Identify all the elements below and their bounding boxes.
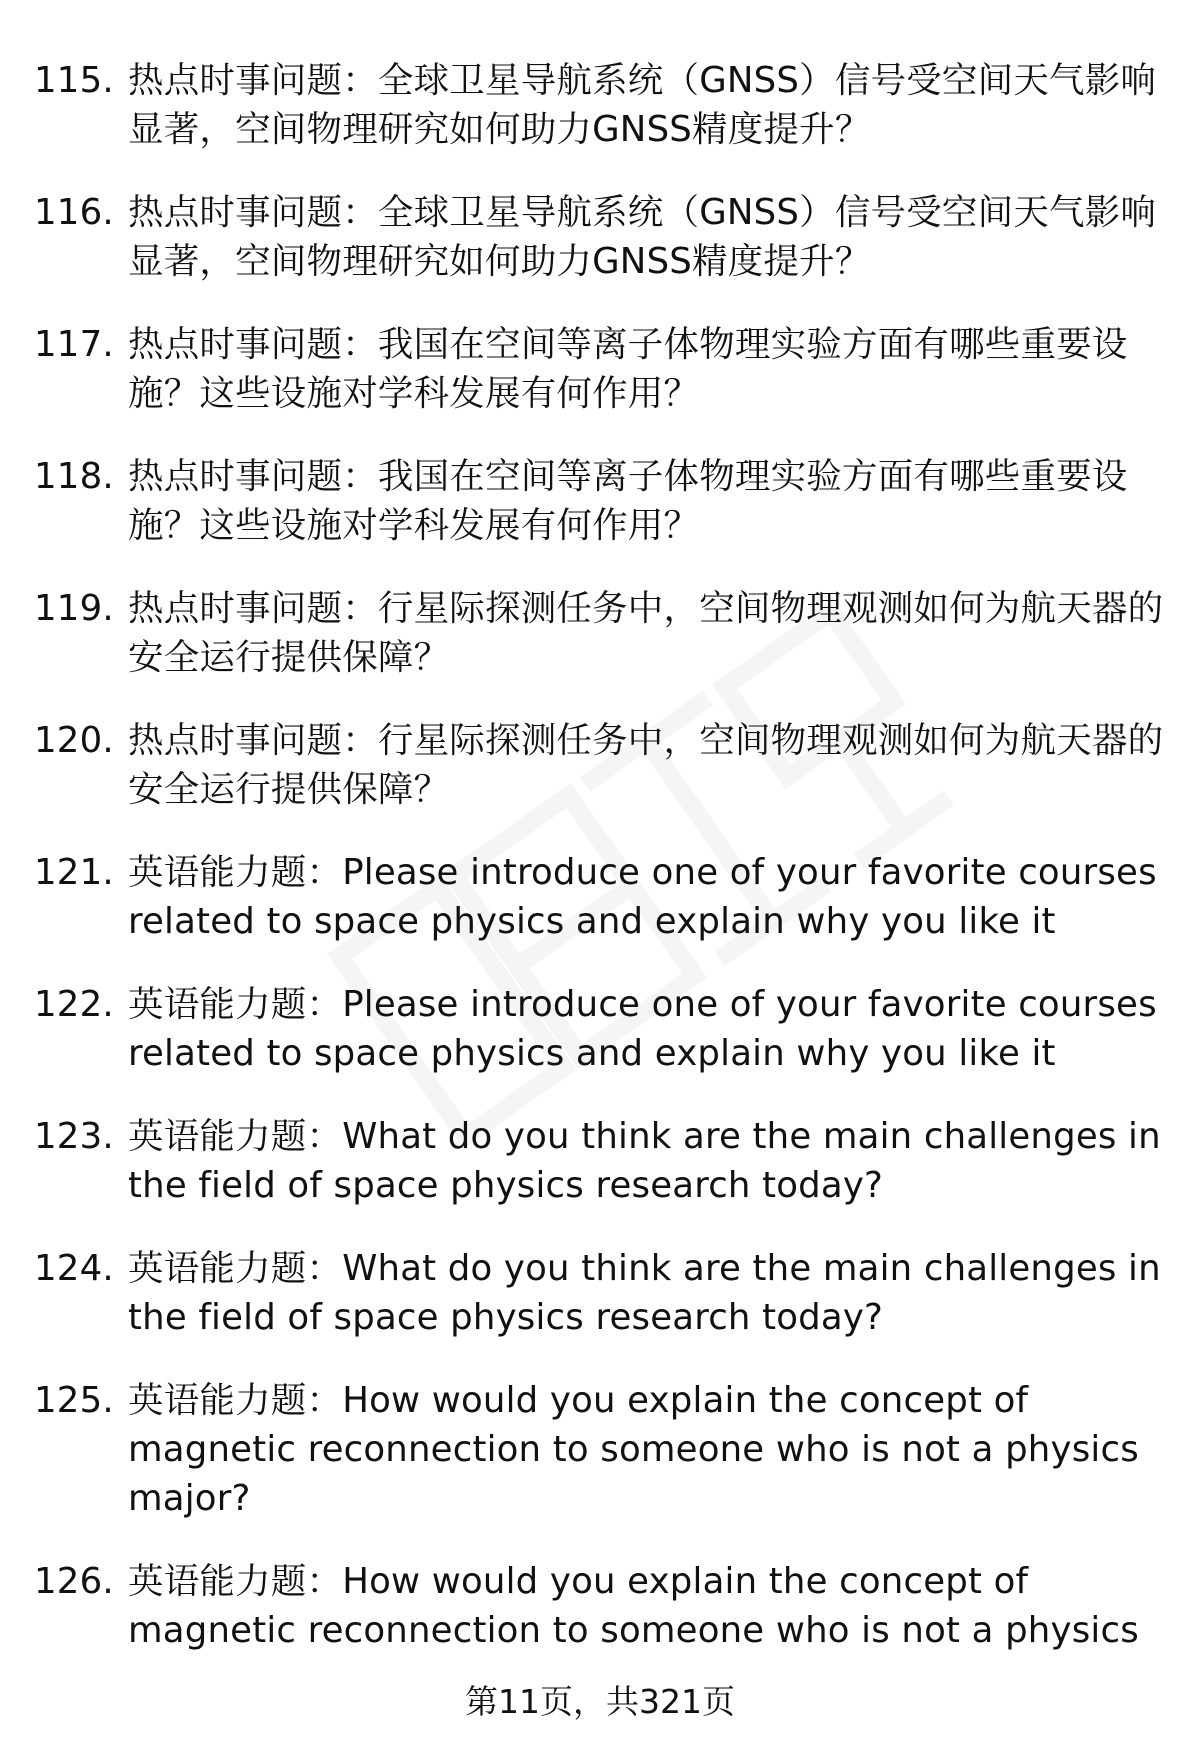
question-item <box>34 56 1164 154</box>
question-item <box>34 848 1169 946</box>
question-number: 115. <box>34 60 114 101</box>
question-text: 英语能力题：What do you think are the main challenges in the field of space physics research today? <box>128 1116 1173 1206</box>
question-list <box>34 56 1173 1689</box>
question-item <box>34 452 1164 550</box>
question-text: 热点时事问题：全球卫星导航系统（GNSS）信号受空间天气影响显著，空间物理研究如何助力GNSS精度提升？ <box>128 60 1157 150</box>
question-number: 116. <box>34 192 114 233</box>
question-number: 123. <box>34 1116 114 1157</box>
question-text: 英语能力题：Please introduce one of your favorite courses related to space physics and explain why you like it <box>128 852 1169 942</box>
question-text: 热点时事问题：行星际探测任务中，空间物理观测如何为航天器的安全运行提供保障？ <box>128 720 1164 810</box>
page-footer <box>0 1680 1200 1724</box>
question-text: 英语能力题：What do you think are the main challenges in the field of space physics research today? <box>128 1248 1173 1338</box>
question-number: 125. <box>34 1380 114 1421</box>
question-text: 英语能力题：How would you explain the concept of magnetic reconnection to someone who is not a physics major? <box>128 1380 1151 1519</box>
question-text: 热点时事问题：我国在空间等离子体物理实验方面有哪些重要设施？这些设施对学科发展有何作用？ <box>128 456 1128 546</box>
question-number: 119. <box>34 588 114 629</box>
question-number: 122. <box>34 984 114 1025</box>
question-number: 121. <box>34 852 114 893</box>
question-number: 120. <box>34 720 114 761</box>
question-text: 英语能力题：Please introduce one of your favorite courses related to space physics and explain why you like it <box>128 984 1169 1074</box>
question-item <box>34 1557 1164 1655</box>
question-item <box>34 320 1164 418</box>
question-item <box>34 1112 1173 1210</box>
question-number: 117. <box>34 324 114 365</box>
question-item <box>34 1376 1164 1523</box>
question-number: 118. <box>34 456 114 497</box>
question-item <box>34 584 1164 682</box>
page-number-label: 第11页，共321页 <box>465 1682 735 1721</box>
question-number: 124. <box>34 1248 114 1289</box>
question-item <box>34 1244 1173 1342</box>
question-item <box>34 188 1164 286</box>
question-item <box>34 716 1164 814</box>
question-text: 英语能力题：How would you explain the concept of magnetic reconnection to someone who is not a physics <box>128 1561 1139 1651</box>
question-item <box>34 980 1169 1078</box>
question-text: 热点时事问题：全球卫星导航系统（GNSS）信号受空间天气影响显著，空间物理研究如何助力GNSS精度提升？ <box>128 192 1157 282</box>
question-number: 126. <box>34 1561 114 1602</box>
question-text: 热点时事问题：行星际探测任务中，空间物理观测如何为航天器的安全运行提供保障？ <box>128 588 1164 678</box>
question-text: 热点时事问题：我国在空间等离子体物理实验方面有哪些重要设施？这些设施对学科发展有何作用？ <box>128 324 1128 414</box>
